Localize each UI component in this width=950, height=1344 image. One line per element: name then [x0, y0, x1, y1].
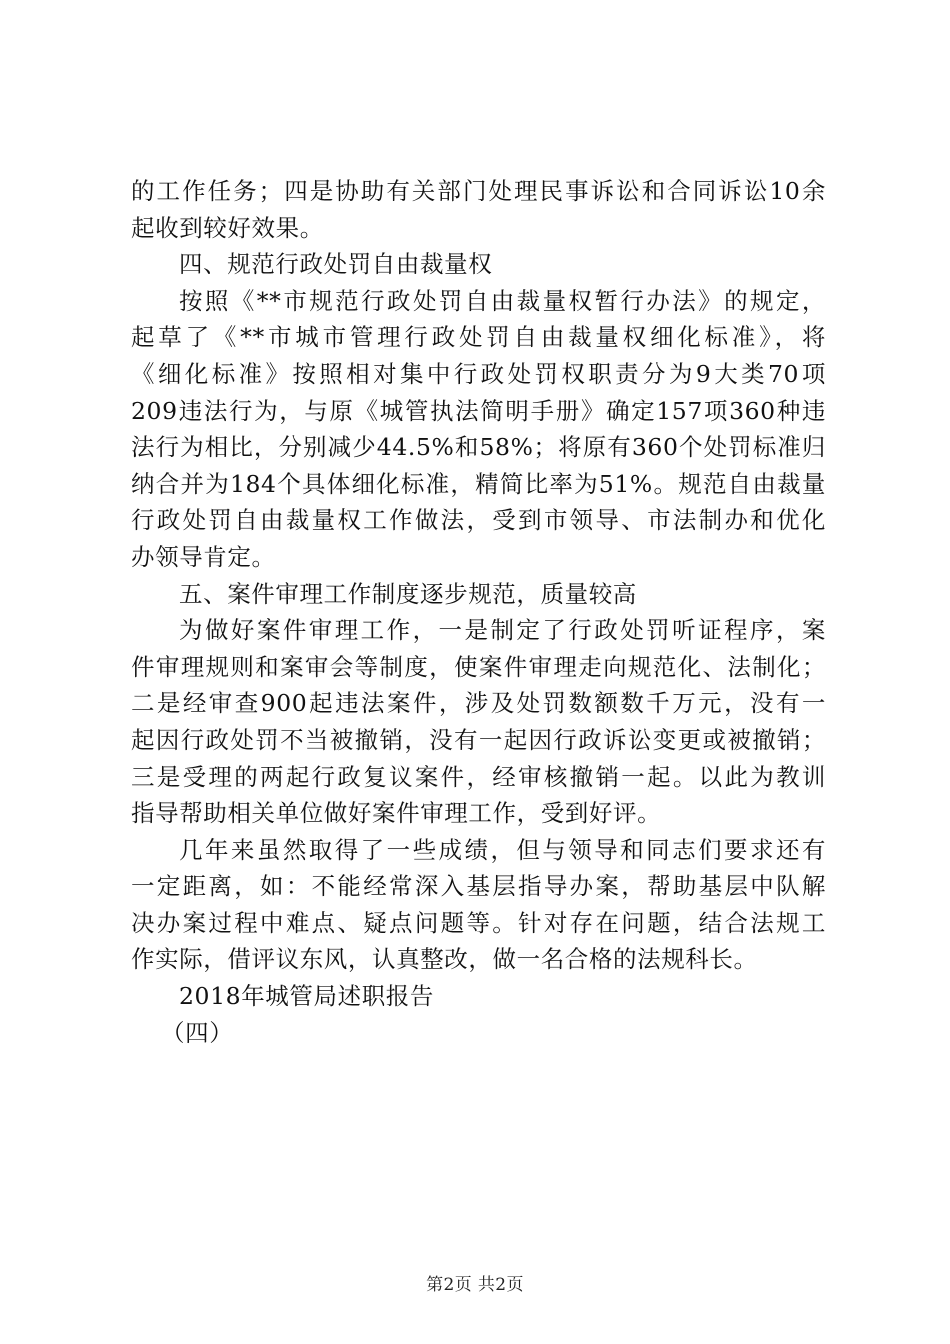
text-line: 二是经审查900起违法案件，涉及处罚数额数千万元，没有一 — [131, 689, 826, 718]
text-line: 四、规范行政处罚自由裁量权 — [179, 250, 493, 279]
text-line: 五、案件审理工作制度逐步规范，质量较高 — [179, 579, 637, 608]
text-line: 三是受理的两起行政复议案件，经审核撤销一起。以此为教训 — [131, 762, 826, 791]
text-line: 几年来虽然取得了一些成绩，但与领导和同志们要求还有 — [179, 835, 826, 864]
text-line: 为做好案件审理工作，一是制定了行政处罚听证程序，案 — [179, 616, 826, 645]
text-line: 起收到较好效果。 — [131, 213, 324, 242]
text-line: 办领导肯定。 — [131, 542, 276, 571]
text-line: 作实际，借评议东风，认真整改，做一名合格的法规科长。 — [131, 945, 758, 974]
page-footer: 第2页 共2页 — [426, 1275, 524, 1295]
text-line: 起因行政处罚不当被撤销，没有一起因行政诉讼变更或被撤销； — [131, 725, 826, 754]
text-line: 决办案过程中难点、疑点问题等。针对存在问题，结合法规工 — [131, 908, 826, 937]
text-line: （四） — [161, 1018, 234, 1047]
text-line: 的工作任务；四是协助有关部门处理民事诉讼和合同诉讼10余 — [131, 177, 826, 205]
text-line: 纳合并为184个具体细化标准，精简比率为51%。规范自由裁量 — [131, 469, 826, 498]
text-line: 起草了《**市城市管理行政处罚自由裁量权细化标准》，将 — [131, 323, 826, 352]
text-line: 行政处罚自由裁量权工作做法，受到市领导、市法制办和优化 — [131, 506, 826, 535]
text-line: 《细化标准》按照相对集中行政处罚权职责分为9大类70项 — [131, 359, 826, 388]
document-body — [131, 173, 826, 1051]
text-line: 2018年城管局述职报告 — [179, 982, 435, 1011]
text-line: 一定距离，如：不能经常深入基层指导办案，帮助基层中队解 — [131, 872, 826, 901]
text-line: 件审理规则和案审会等制度，使案件审理走向规范化、法制化； — [131, 652, 826, 681]
text-line: 按照《**市规范行政处罚自由裁量权暂行办法》的规定， — [179, 286, 826, 315]
text-line: 指导帮助相关单位做好案件审理工作，受到好评。 — [131, 799, 662, 828]
text-line: 法行为相比，分别减少44.5%和58%；将原有360个处罚标准归 — [131, 433, 826, 462]
text-line: 209违法行为，与原《城管执法简明手册》确定157项360种违 — [131, 396, 826, 425]
